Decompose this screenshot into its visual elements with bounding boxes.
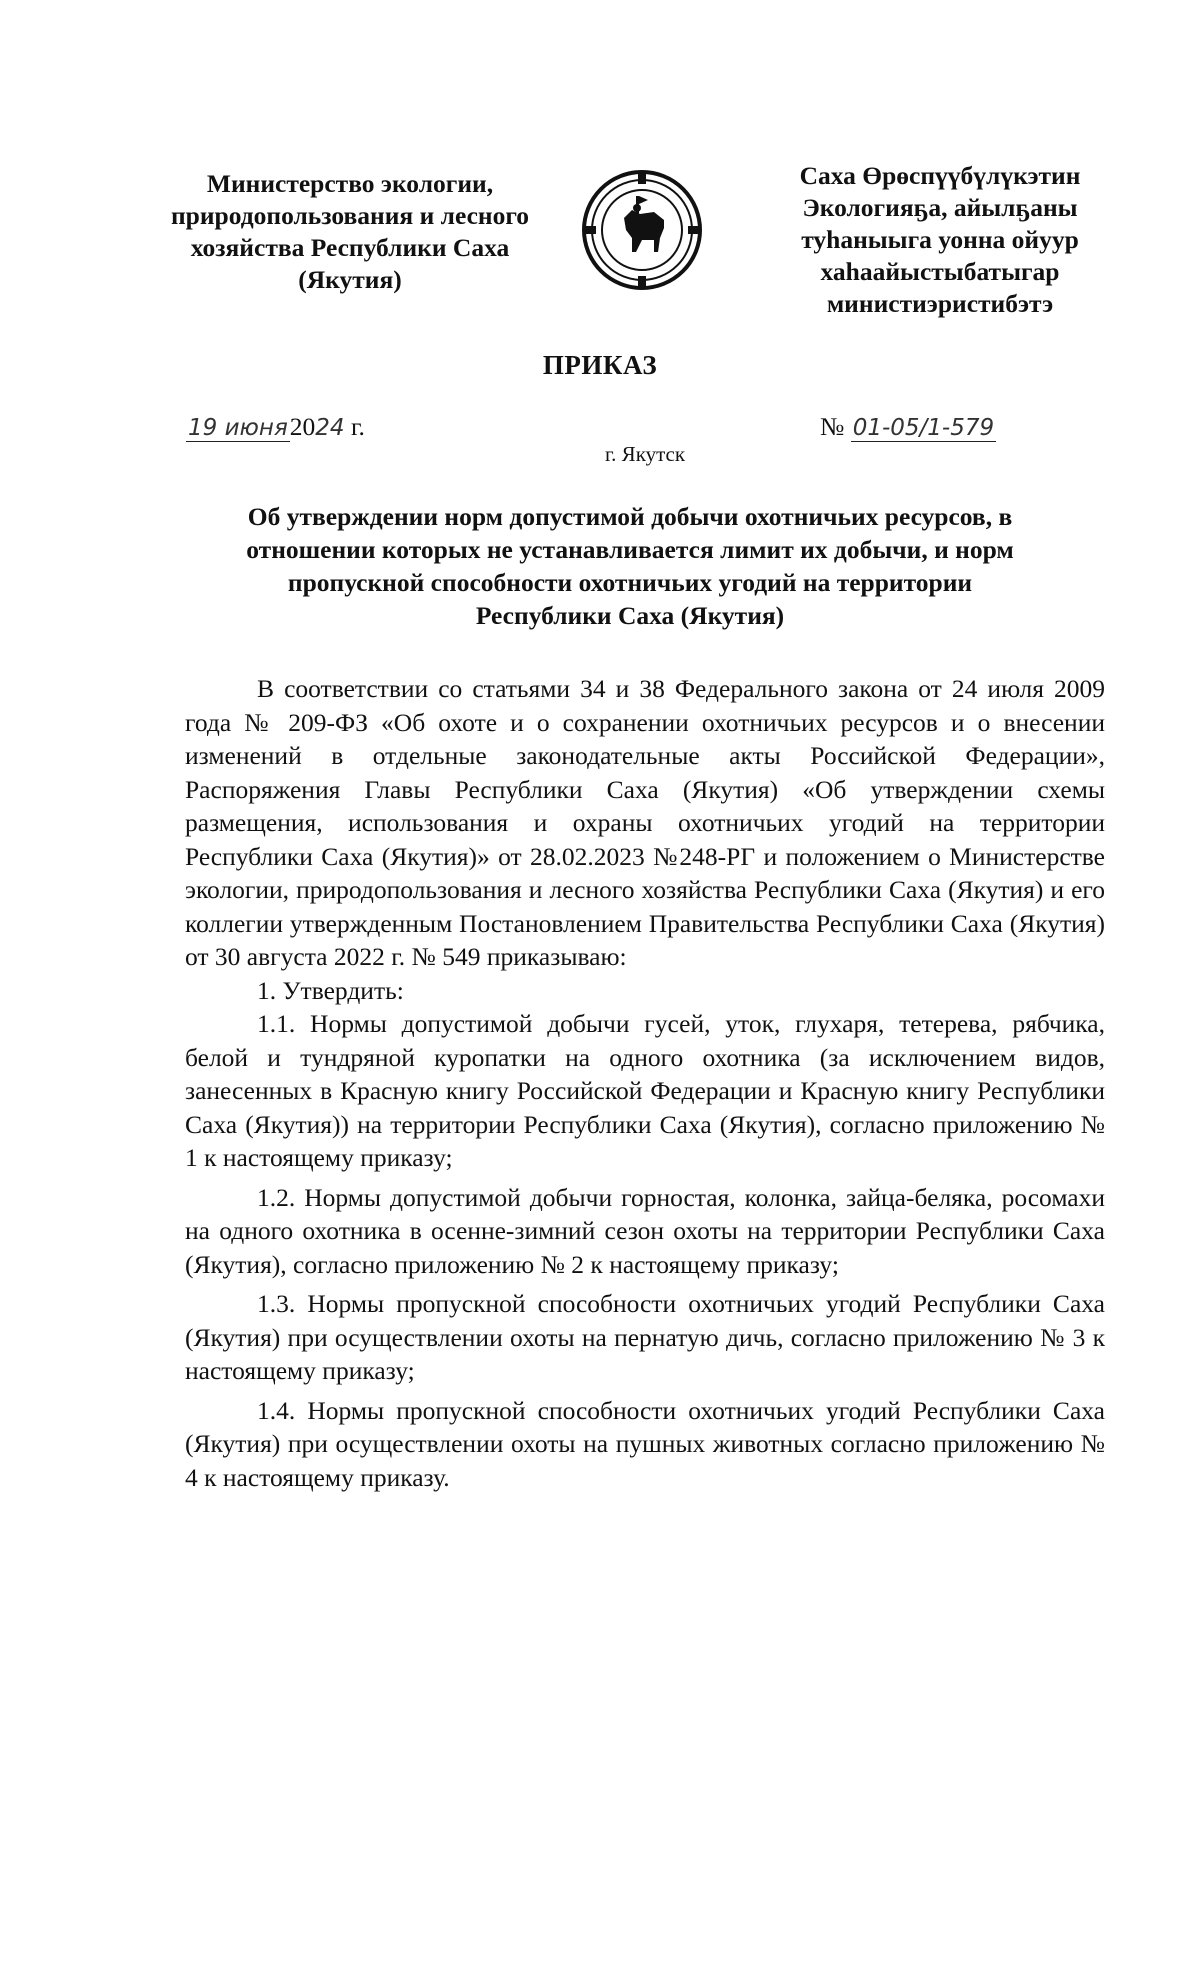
date-suffix: г. [350,412,365,441]
ministry-name-sakha: Саха Өрөспүүбүлүкэтин Экологияҕа, айылҕаны туһаныыга уонна ойуур хаһаайыстыбатыгар министиэристибэтэ [799,161,1081,318]
ministry-name-russian: Министерство экологии, природопользования и лесного хозяйства Республики Саха (Якутия) [170,169,530,294]
date-day-month [186,415,290,442]
issue-city: г. Якутск [604,442,686,466]
item-1-1: 1.1. Нормы допустимой добычи гусей, уток, глухаря, тетерева, рябчика, белой и тундряной куропатки на одного охотника (за исключением видов, занесенных в Красную книгу Российской Федерации и Красную книгу Республики Саха (Якутия)) на территории Республики Саха (Якутия), согласно приложению № 1 к настоящему приказу; [185,1009,1105,1172]
yakutia-coat-of-arms-icon [580,168,704,292]
date-day: 19 [188,415,218,441]
order-number-value: 01-05/1-579 [852,415,995,441]
date-year-suffix: 24 [315,415,345,441]
order-heading: Об утверждении норм допустимой добычи охотничьих ресурсов, в отношении которых не устанавливается лимит их добычи, и норм пропускной способности охотничьих угодий на территории Республики Саха (Якутия) [246,502,1014,630]
date-month: июня [224,415,288,441]
item-1-2: 1.2. Нормы допустимой добычи горностая, колонка, зайца-беляка, росомахи на одного охотника в осенне-зимний сезон охоты на территории Республики Саха (Якутия), согласно приложению № 2 к настоящему приказу; [185,1182,1105,1279]
order-date [186,412,365,442]
item-1-3: 1.3. Нормы пропускной способности охотничьих угодий Республики Саха (Якутия) при осуществлении охоты на пернатую дичь, согласно приложению № 3 к настоящему приказу; [185,1289,1105,1385]
item-1-4: 1.4. Нормы пропускной способности охотничьих угодий Республики Саха (Якутия) при осуществлении охоты на пушных животных согласно приложению № 4 к настоящему приказу. [185,1395,1105,1492]
order-number-prefix: № [820,412,845,441]
order-body [185,672,1105,1494]
preamble-paragraph: В соответствии со статьями 34 и 38 Федерального закона от 24 июля 2009 года № 209-ФЗ «Об охоте и о сохранении охотничьих ресурсов и о внесении изменений в отдельные законодательные акты Российской Федерации», Распоряжения Главы Республики Саха (Якутия) «Об утверждении схемы размещения, использования и охраны охотничьих угодий на территории Республики Саха (Якутия)» от 28.02.2023 №248-РГ и положением о Министерстве экологии, природопользования и лесного хозяйства Республики Саха (Якутия) и его коллегии утвержденным Постановлением Правительства Республики Саха (Якутия) от 30 августа 2022 г. № 549 приказываю: [185,674,1105,971]
date-year-prefix: 20 [289,412,316,441]
document-title: ПРИКАЗ [542,350,658,380]
order-number [820,412,996,442]
item-1: 1. Утвердить: [257,975,404,1005]
